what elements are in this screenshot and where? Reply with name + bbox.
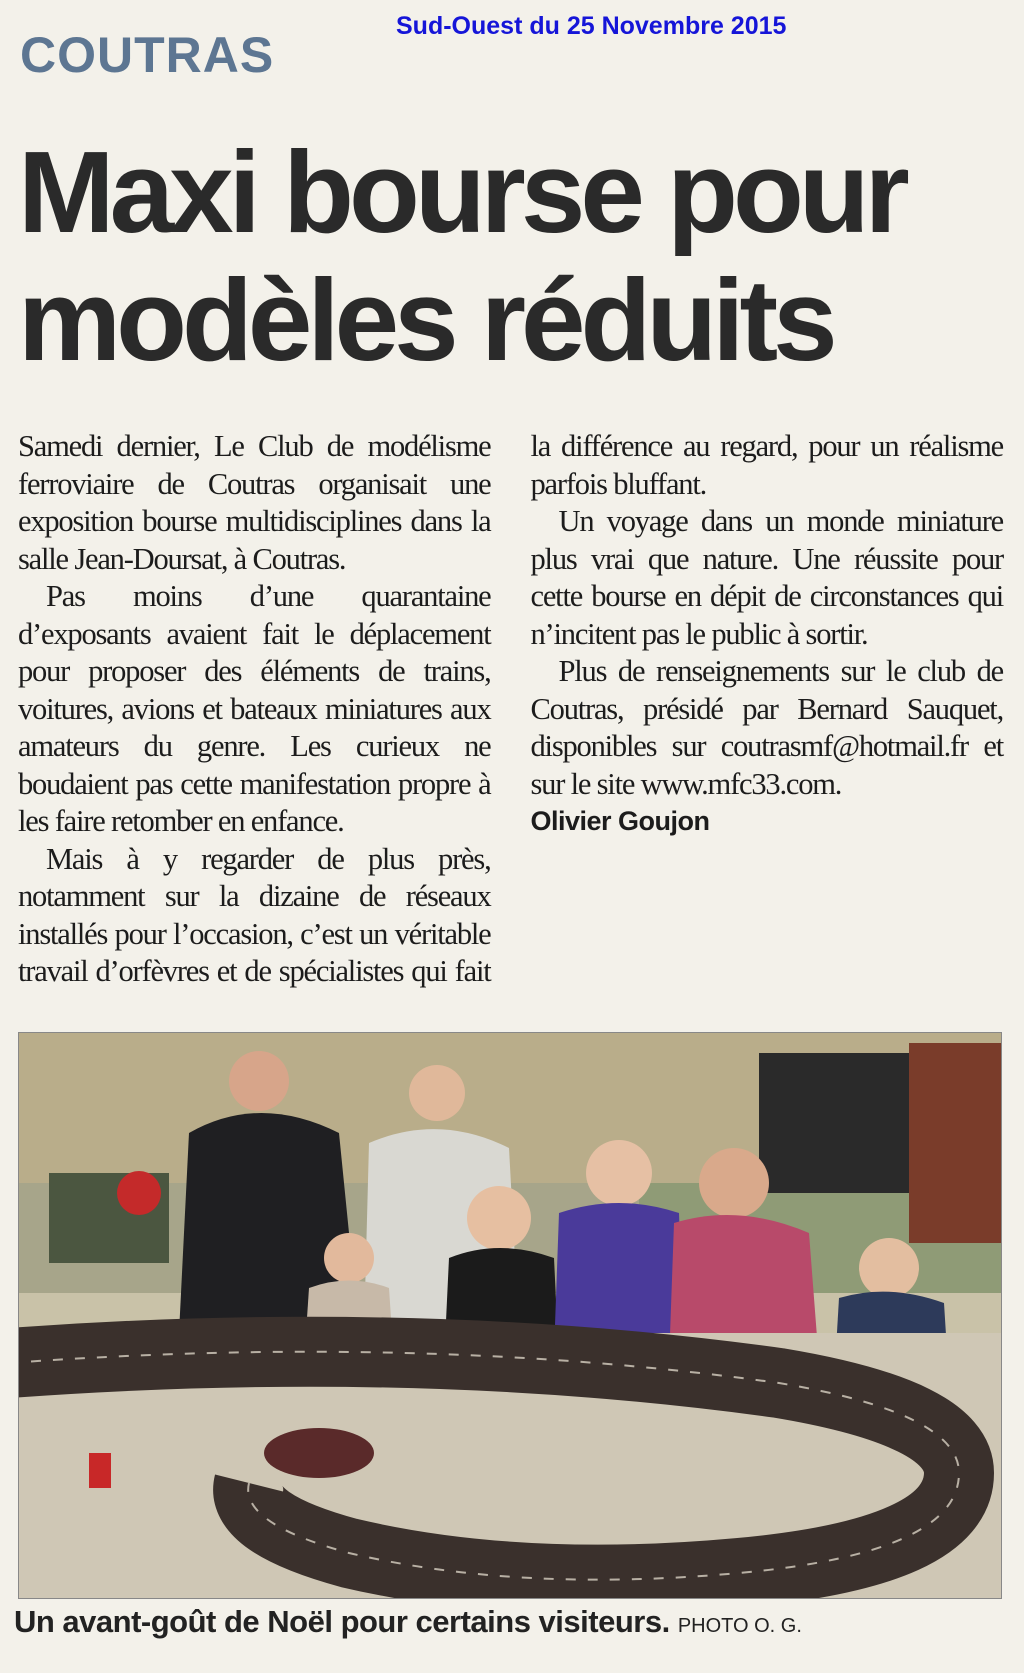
paragraph-2: Pas moins d’une quarantaine d’exposants avaient fait le déplacement pour proposer des éléments de trains, voitures, avions et bateaux miniatures aux amateurs du genre. Les curieux ne boudaient pas cette manifestation propre à les faire retomber en enfance. [18, 579, 491, 838]
article-headline [18, 128, 1008, 384]
article-photo [18, 1032, 1002, 1599]
section-kicker: COUTRAS [20, 27, 275, 83]
paragraph-1: Samedi dernier, Le Club de modélisme ferroviaire de Coutras organisait une exposition bourse multidisciplines dans la salle Jean-Doursat, à Coutras. [18, 429, 491, 576]
article-body [18, 428, 1003, 998]
photo-credit: PHOTO O. G. [677, 1615, 802, 1637]
paragraph-4: Un voyage dans un monde miniature plus vrai que nature. Une réussite pour cette bourse en dépit de circonstances qui n’incitent pas le public à sortir. [530, 504, 1003, 651]
headline-line-1: Maxi bourse pour [18, 127, 905, 257]
photo-caption [14, 1604, 1014, 1640]
caption-text: Un avant-goût de Noël pour certains visiteurs. [14, 1604, 670, 1639]
paragraph-5: Plus de renseignements sur le club de Coutras, présidé par Bernard Sauquet, disponibles sur coutrasmf@hotmail.fr et sur le site www.mfc33.com. [530, 654, 1003, 801]
paragraph-3: Mais à y regarder de plus près, notamment sur la dizaine de réseaux installés pour l’occasion, c’est un véritable travail d’orfèvres et de spécialistes qui fait la différence au regard, pour un réalisme parfois bluffant. [18, 429, 1003, 988]
newspaper-source-date: Sud-Ouest du 25 Novembre 2015 [396, 12, 787, 40]
headline-line-2: modèles réduits [18, 255, 833, 385]
article-byline: Olivier Goujon [530, 806, 710, 836]
